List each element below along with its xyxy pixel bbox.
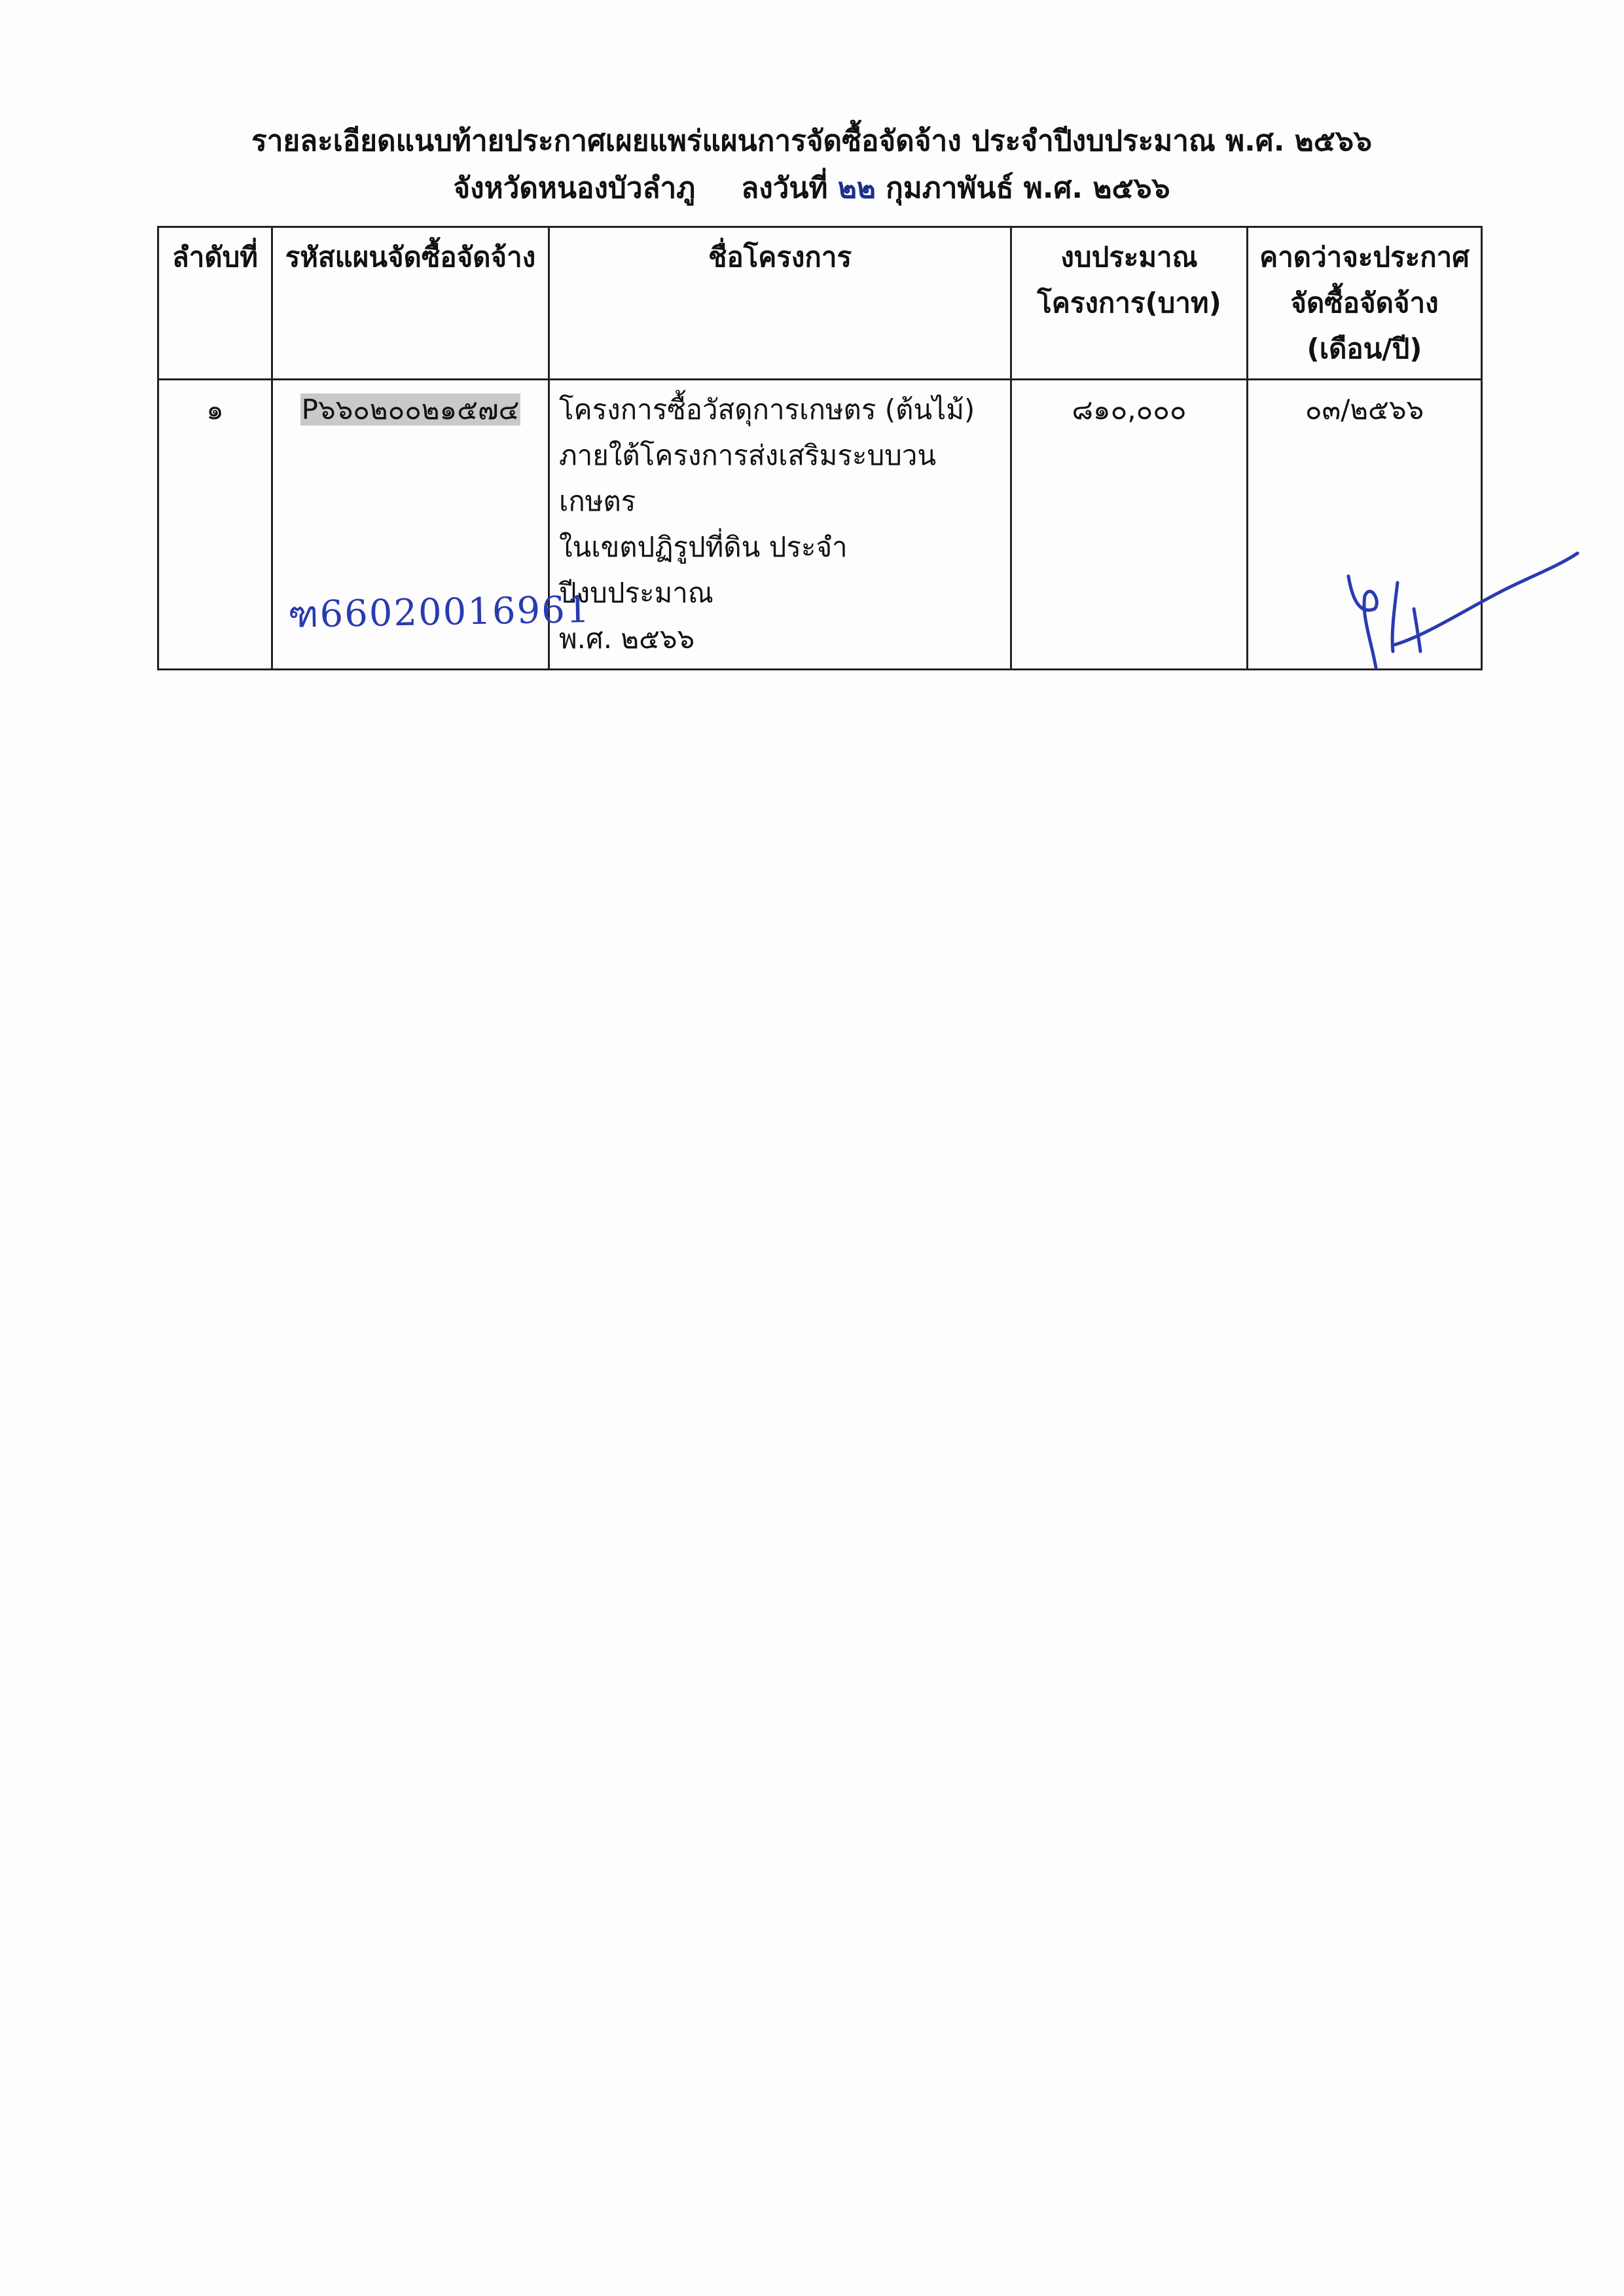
header-announce-month: คาดว่าจะประกาศ จัดซื้อจัดจ้าง (เดือน/ปี): [1248, 227, 1482, 380]
handwritten-code: ฑ66020016961: [287, 588, 591, 637]
header-code: รหัสแผนจัดซื้อจัดจ้าง: [272, 227, 549, 380]
cell-project-name: โครงการซื้อวัสดุการเกษตร (ต้นไม้) ภายใต้โครงการส่งเสริมระบบวนเกษตร ในเขตปฏิรูปที่ดิน ประจำปีงบประมาณ พ.ศ. ๒๕๖๖: [549, 380, 1011, 670]
table-header-row: [158, 227, 1482, 380]
signature-image: [1335, 537, 1597, 707]
cell-budget: ๘๑๐,๐๐๐: [1011, 380, 1248, 670]
document-title: รายละเอียดแนบท้ายประกาศเผยแพร่แผนการจัดซื้อจัดจ้าง ประจำปีงบประมาณ พ.ศ. ๒๕๖๖: [251, 124, 1372, 158]
document-subtitle: [157, 169, 1466, 208]
date-day: ๒๒: [837, 172, 876, 205]
province-name: จังหวัดหนองบัวลำภู: [453, 172, 696, 205]
cell-seq: ๑: [158, 380, 272, 670]
date-prefix: ลงวันที่: [741, 172, 828, 205]
header-name: ชื่อโครงการ: [549, 227, 1011, 380]
plan-code: P๖๖๐๒๐๐๒๑๕๗๔: [301, 393, 520, 426]
cell-announce-month: ๐๓/๒๕๖๖: [1248, 380, 1482, 670]
header-seq: ลำดับที่: [158, 227, 272, 380]
header-budget: งบประมาณ โครงการ(บาท): [1011, 227, 1248, 380]
date-rest: กุมภาพันธ์ พ.ศ. ๒๕๖๖: [886, 172, 1170, 205]
